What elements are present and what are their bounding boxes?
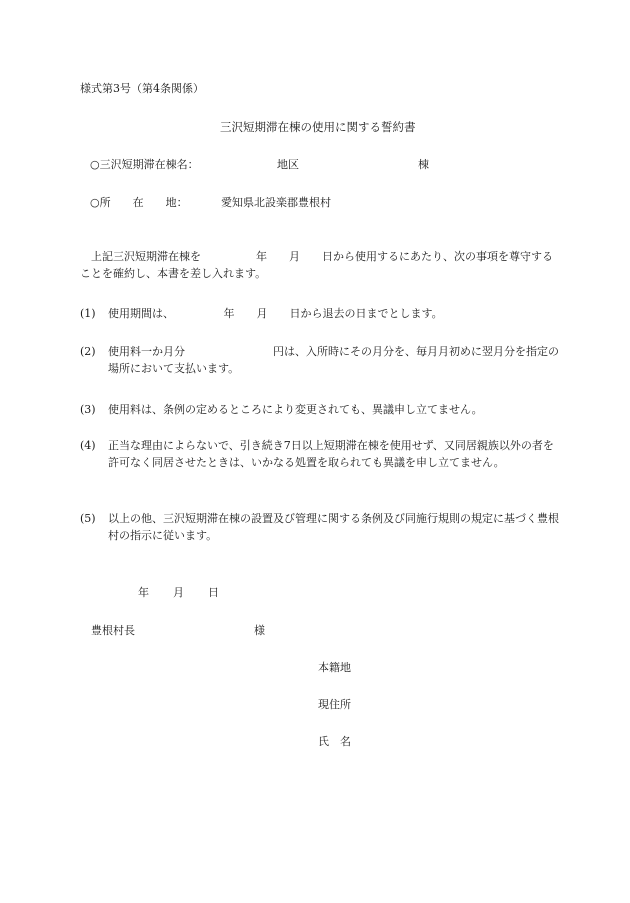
facility-building-label: 棟 xyxy=(418,158,429,171)
signature-address-label: 現住所 xyxy=(318,698,351,711)
pledge-item-2-text: 使用料一か月分 円は、入所時にその月分を、毎月月初めに翌月分を指定の場所において支払います。 xyxy=(108,345,559,376)
intro-paragraph xyxy=(80,248,560,282)
pledge-item-2 xyxy=(80,343,560,377)
pledge-item-5-number: (5) xyxy=(80,512,96,525)
addressee-honorific: 様 xyxy=(254,624,265,637)
date-day-label: 日 xyxy=(208,586,219,599)
form-number: 様式第3号（第4条関係） xyxy=(80,82,204,95)
facility-district-label: 地区 xyxy=(277,158,299,171)
pledge-item-1-number: (1) xyxy=(80,307,96,320)
intro-text: 上記三沢短期滞在棟を 年 月 日から使用するにあたり、次の事項を尊守することを確約し、本書を差し入れます。 xyxy=(80,250,553,281)
pledge-item-5-text: 以上の他、三沢短期滞在棟の設置及び管理に関する条例及び同施行規則の規定に基づく豊根村の指示に従います。 xyxy=(108,512,559,543)
pledge-item-1 xyxy=(80,305,560,322)
signature-domicile-label: 本籍地 xyxy=(318,661,351,674)
facility-name-label: ○三沢短期滞在棟名： xyxy=(90,158,199,171)
pledge-item-3-text: 使用料は、条例の定めるところにより変更されても、異議申し立てません。 xyxy=(108,403,483,416)
signature-name-label: 氏 名 xyxy=(318,735,351,748)
date-year-label: 年 xyxy=(138,586,149,599)
addressee-name: 豊根村長 xyxy=(91,624,135,637)
pledge-item-5 xyxy=(80,510,560,544)
date-month-label: 月 xyxy=(173,586,184,599)
pledge-item-3 xyxy=(80,401,560,418)
pledge-item-2-number: (2) xyxy=(80,345,96,358)
location-value: 愛知県北設楽郡豊根村 xyxy=(221,196,331,209)
pledge-item-3-number: (3) xyxy=(80,403,96,416)
document-title: 三沢短期滞在棟の使用に関する誓約書 xyxy=(220,120,416,134)
pledge-item-4 xyxy=(80,437,560,471)
location-label: ○所 在 地： xyxy=(90,196,188,209)
pledge-item-1-text: 使用期間は、 年 月 日から退去の日までとします。 xyxy=(108,307,443,320)
pledge-item-4-number: (4) xyxy=(80,439,96,452)
pledge-item-4-text: 正当な理由によらないで、引き続き7日以上短期滞在棟を使用せず、又同居親族以外の者を許可なく同居させたときは、いかなる処置を取られても異議を申し立てません。 xyxy=(108,439,554,470)
